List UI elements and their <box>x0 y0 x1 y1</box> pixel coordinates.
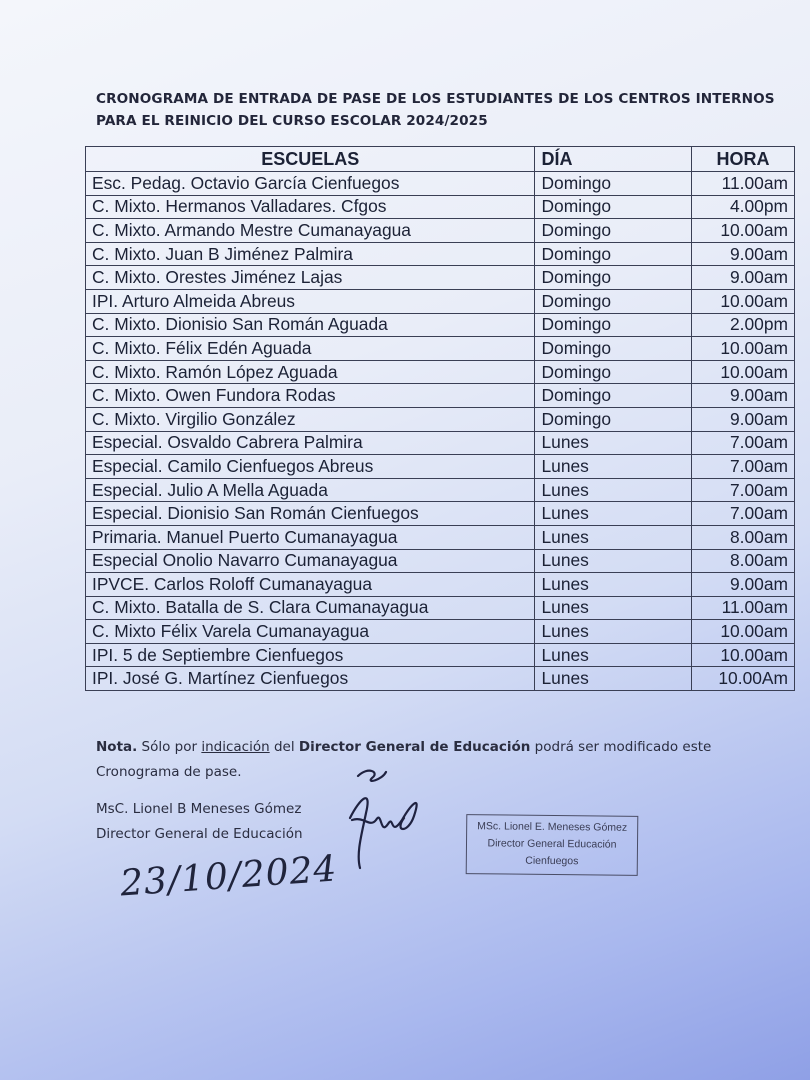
handwritten-date: 23/10/2024 <box>118 848 339 905</box>
table-row <box>86 667 795 691</box>
note-text-bold: Director General de Educación <box>298 739 531 755</box>
note-label: Nota. <box>96 739 138 755</box>
cell-hora: 11.00am <box>692 596 795 620</box>
cell-hora: 7.00am <box>692 455 795 479</box>
note-text: podrá ser modificado este <box>530 739 712 755</box>
cell-hora: 9.00am <box>692 573 795 597</box>
cell-escuela: Especial. Osvaldo Cabrera Palmira <box>86 431 535 455</box>
table-row <box>86 573 795 597</box>
cell-escuela: IPI. 5 de Septiembre Cienfuegos <box>86 643 535 667</box>
cell-hora: 9.00am <box>692 266 795 290</box>
schedule-table <box>85 146 795 691</box>
signer-block <box>96 797 303 847</box>
cell-hora: 10.00am <box>692 620 795 644</box>
table-row <box>86 502 795 526</box>
cell-escuela: C. Mixto. Virgilio González <box>86 407 535 431</box>
cell-dia: Domingo <box>535 219 692 243</box>
cell-dia: Lunes <box>535 667 692 691</box>
cell-escuela: C. Mixto Félix Varela Cumanayagua <box>86 620 535 644</box>
cell-escuela: Esc. Pedag. Octavio García Cienfuegos <box>86 172 535 196</box>
cell-escuela: C. Mixto. Dionisio San Román Aguada <box>86 313 535 337</box>
cell-dia: Lunes <box>535 643 692 667</box>
cell-escuela: Especial Onolio Navarro Cumanayagua <box>86 549 535 573</box>
cell-hora: 9.00am <box>692 407 795 431</box>
cell-hora: 10.00am <box>692 643 795 667</box>
table-row <box>86 384 795 408</box>
table-body <box>86 172 795 691</box>
table-row <box>86 620 795 644</box>
cell-escuela: Especial. Julio A Mella Aguada <box>86 478 535 502</box>
cell-dia: Lunes <box>535 478 692 502</box>
cell-dia: Domingo <box>535 242 692 266</box>
cell-escuela: Especial. Dionisio San Román Cienfuegos <box>86 502 535 526</box>
cell-hora: 9.00am <box>692 384 795 408</box>
table-row <box>86 525 795 549</box>
cell-dia: Lunes <box>535 620 692 644</box>
table-row <box>86 337 795 361</box>
header-line-2: PARA EL REINICIO DEL CURSO ESCOLAR 2024/2025 <box>96 113 488 129</box>
cell-escuela: IPI. Arturo Almeida Abreus <box>86 289 535 313</box>
signature-icon <box>330 758 440 878</box>
table-row <box>86 289 795 313</box>
table-row <box>86 242 795 266</box>
cell-hora: 7.00am <box>692 431 795 455</box>
note-line-2: Cronograma de pase. <box>96 764 242 780</box>
note-text-underlined: indicación <box>201 739 270 755</box>
cell-escuela: Especial. Camilo Cienfuegos Abreus <box>86 455 535 479</box>
cell-dia: Domingo <box>535 360 692 384</box>
cell-dia: Lunes <box>535 573 692 597</box>
cell-hora: 10.00Am <box>692 667 795 691</box>
cell-escuela: C. Mixto. Batalla de S. Clara Cumanayagua <box>86 596 535 620</box>
table-row <box>86 478 795 502</box>
note-text: del <box>269 739 299 755</box>
cell-escuela: C. Mixto. Owen Fundora Rodas <box>86 384 535 408</box>
table-row <box>86 360 795 384</box>
cell-dia: Lunes <box>535 502 692 526</box>
signer-title: Director General de Educación <box>96 826 303 842</box>
cell-dia: Lunes <box>535 431 692 455</box>
cell-dia: Domingo <box>535 195 692 219</box>
cell-hora: 4.00pm <box>692 195 795 219</box>
cell-dia: Domingo <box>535 313 692 337</box>
table-row <box>86 313 795 337</box>
cell-escuela: C. Mixto. Hermanos Valladares. Cfgos <box>86 195 535 219</box>
cell-escuela: IPI. José G. Martínez Cienfuegos <box>86 667 535 691</box>
col-hora: HORA <box>692 147 795 172</box>
cell-hora: 7.00am <box>692 478 795 502</box>
cell-escuela: C. Mixto. Ramón López Aguada <box>86 360 535 384</box>
cell-hora: 10.00am <box>692 360 795 384</box>
table-row <box>86 172 795 196</box>
col-escuelas: ESCUELAS <box>86 147 535 172</box>
cell-escuela: C. Mixto. Félix Edén Aguada <box>86 337 535 361</box>
col-dia: DÍA <box>535 147 692 172</box>
cell-dia: Lunes <box>535 455 692 479</box>
cell-hora: 10.00am <box>692 337 795 361</box>
cell-dia: Lunes <box>535 525 692 549</box>
cell-hora: 8.00am <box>692 549 795 573</box>
table-row <box>86 195 795 219</box>
cell-escuela: C. Mixto. Armando Mestre Cumanayagua <box>86 219 535 243</box>
stamp-line-1: MSc. Lionel E. Meneses Gómez <box>477 820 628 834</box>
header-line-1: CRONOGRAMA DE ENTRADA DE PASE DE LOS ESTUDIANTES DE LOS CENTROS INTERNOS <box>96 91 775 107</box>
cell-hora: 2.00pm <box>692 313 795 337</box>
cell-hora: 10.00am <box>692 289 795 313</box>
cell-escuela: Primaria. Manuel Puerto Cumanayagua <box>86 525 535 549</box>
cell-dia: Domingo <box>535 384 692 408</box>
stamp-line-3: Cienfuegos <box>525 854 579 868</box>
cell-dia: Domingo <box>535 337 692 361</box>
cell-hora: 8.00am <box>692 525 795 549</box>
table-row <box>86 596 795 620</box>
document-header <box>96 88 786 132</box>
cell-hora: 11.00am <box>692 172 795 196</box>
note-text: Sólo por <box>137 739 202 755</box>
cell-escuela: IPVCE. Carlos Roloff Cumanayagua <box>86 573 535 597</box>
table-row <box>86 549 795 573</box>
table-row <box>86 266 795 290</box>
cell-dia: Domingo <box>535 172 692 196</box>
table-row <box>86 431 795 455</box>
cell-escuela: C. Mixto. Orestes Jiménez Lajas <box>86 266 535 290</box>
official-stamp <box>466 814 639 876</box>
cell-hora: 10.00am <box>692 219 795 243</box>
cell-hora: 9.00am <box>692 242 795 266</box>
signer-name: MsC. Lionel B Meneses Gómez <box>96 801 302 817</box>
cell-dia: Domingo <box>535 266 692 290</box>
cell-escuela: C. Mixto. Juan B Jiménez Palmira <box>86 242 535 266</box>
table-row <box>86 643 795 667</box>
cell-dia: Lunes <box>535 596 692 620</box>
table-header-row <box>86 147 795 172</box>
cell-dia: Domingo <box>535 407 692 431</box>
stamp-line-2: Director General Educación <box>487 837 617 851</box>
table-row <box>86 407 795 431</box>
cell-hora: 7.00am <box>692 502 795 526</box>
cell-dia: Lunes <box>535 549 692 573</box>
table-row <box>86 455 795 479</box>
cell-dia: Domingo <box>535 289 692 313</box>
table-row <box>86 219 795 243</box>
